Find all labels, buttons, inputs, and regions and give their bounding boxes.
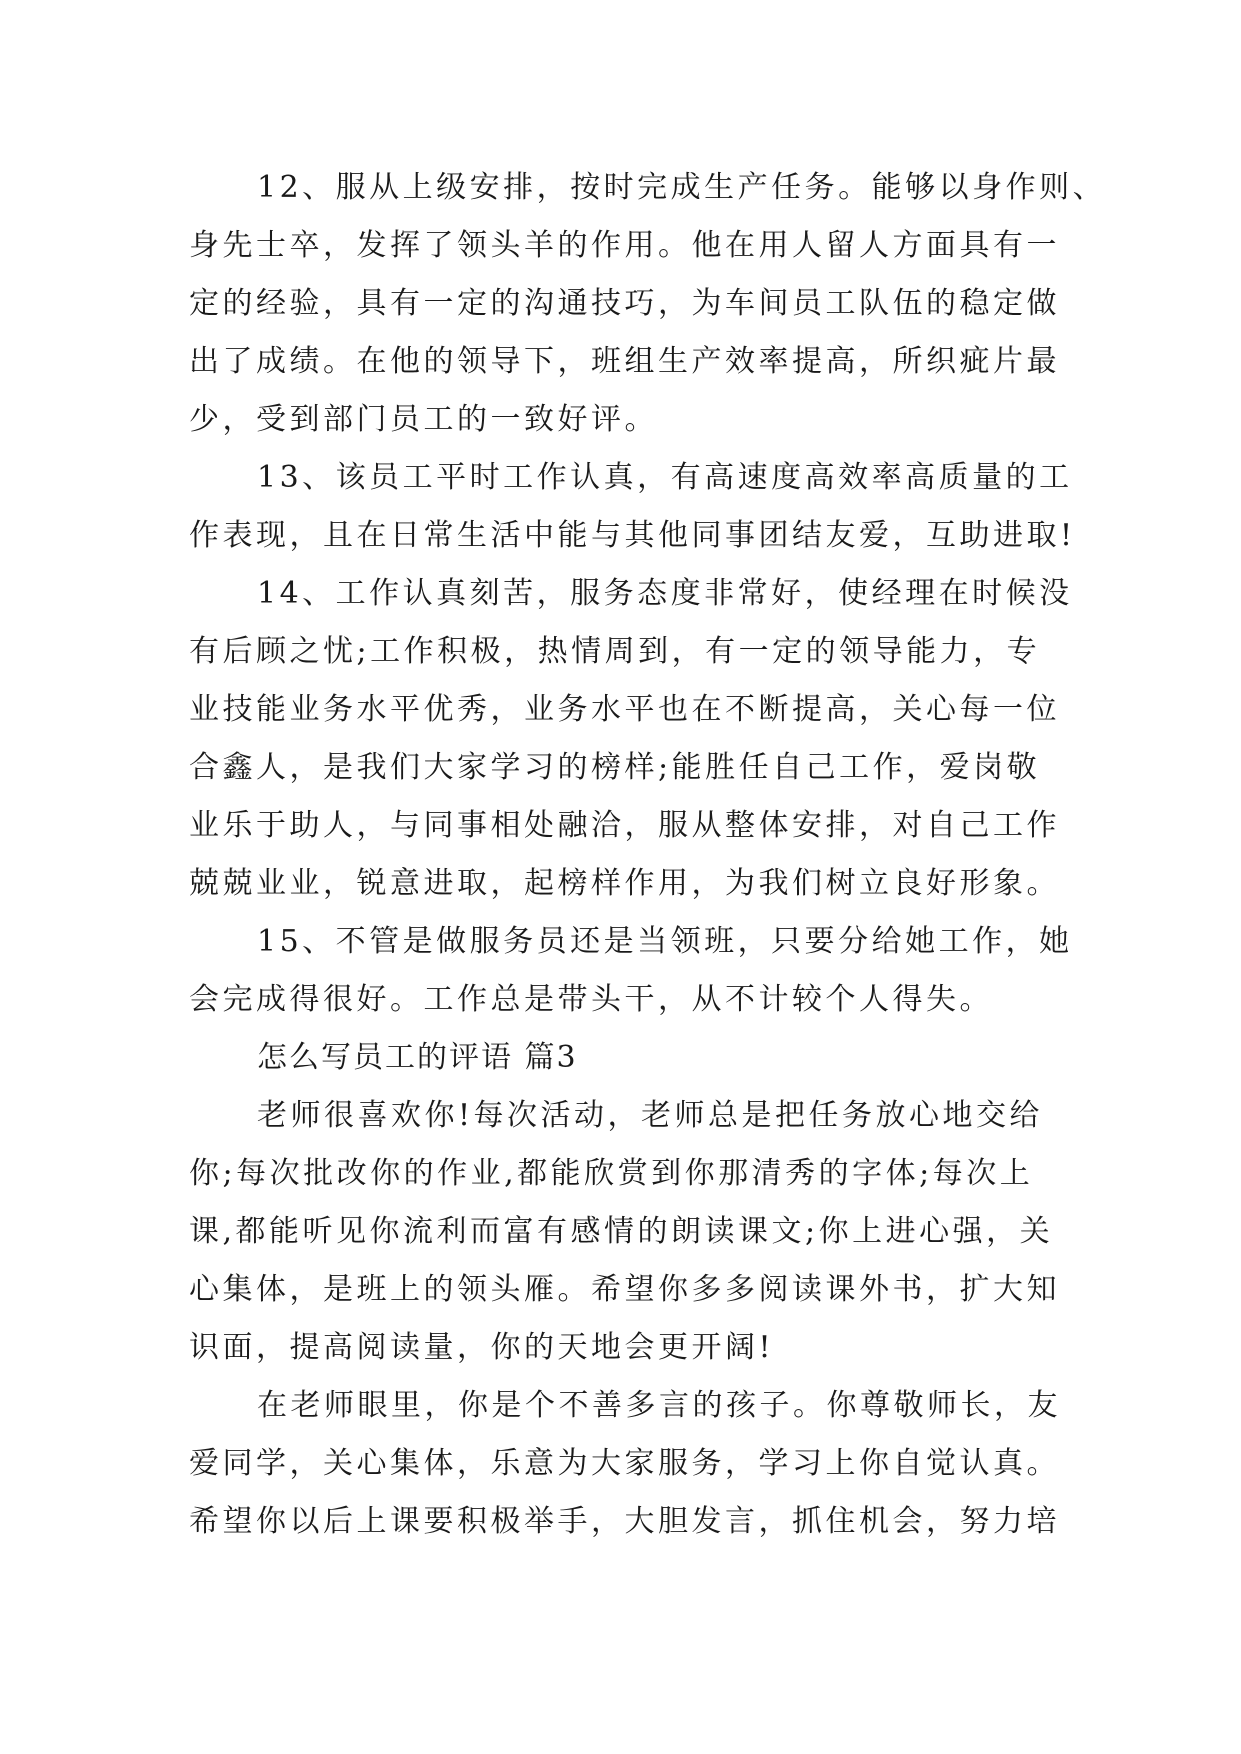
paragraph-12-line-3: 定的经验，具有一定的沟通技巧，为车间员工队伍的稳定做 (189, 286, 1060, 321)
comment-1-line-2: 你;每次批改你的作业,都能欣赏到你那清秀的字体;每次上 (189, 1156, 1034, 1191)
paragraph-14-line-1: 14、工作认真刻苦，服务态度非常好，使经理在时候没 (257, 576, 1073, 611)
comment-1-line-4: 心集体，是班上的领头雁。希望你多多阅读课外书，扩大知 (189, 1272, 1060, 1307)
paragraph-13-line-2: 作表现，且在日常生活中能与其他同事团结友爱，互助进取! (189, 518, 1076, 553)
paragraph-12-line-1: 12、服从上级安排，按时完成生产任务。能够以身作则、 (257, 170, 1107, 205)
paragraph-13-line-1: 13、该员工平时工作认真，有高速度高效率高质量的工 (257, 460, 1073, 495)
paragraph-14-line-4: 合鑫人，是我们大家学习的榜样;能胜任自己工作，爱岗敬 (189, 750, 1041, 785)
paragraph-14-line-3: 业技能业务水平优秀，业务水平也在不断提高，关心每一位 (189, 692, 1060, 727)
comment-1-line-3: 课,都能听见你流利而富有感情的朗读课文;你上进心强，关 (189, 1214, 1054, 1249)
paragraph-14-line-6: 兢兢业业，锐意进取，起榜样作用，为我们树立良好形象。 (189, 866, 1060, 901)
comment-2-line-2: 爱同学，关心集体，乐意为大家服务，学习上你自觉认真。 (189, 1446, 1060, 1481)
paragraph-14-line-2: 有后顾之忧;工作积极，热情周到，有一定的领导能力，专 (189, 634, 1041, 669)
section-heading: 怎么写员工的评语 篇3 (257, 1040, 578, 1075)
paragraph-12-line-5: 少，受到部门员工的一致好评。 (189, 402, 658, 437)
paragraph-15-line-1: 15、不管是做服务员还是当领班，只要分给她工作，她 (257, 924, 1073, 959)
comment-1-line-5: 识面，提高阅读量，你的天地会更开阔! (189, 1330, 775, 1365)
paragraph-15-line-2: 会完成得很好。工作总是带头干，从不计较个人得失。 (189, 982, 993, 1017)
comment-2-line-3: 希望你以后上课要积极举手，大胆发言，抓住机会，努力培 (189, 1504, 1060, 1539)
paragraph-14-line-5: 业乐于助人，与同事相处融洽，服从整体安排，对自己工作 (189, 808, 1060, 843)
paragraph-12-line-4: 出了成绩。在他的领导下，班组生产效率提高，所织疵片最 (189, 344, 1060, 379)
comment-1-line-1: 老师很喜欢你!每次活动，老师总是把任务放心地交给 (257, 1098, 1044, 1133)
paragraph-12-line-2: 身先士卒，发挥了领头羊的作用。他在用人留人方面具有一 (189, 228, 1060, 263)
comment-2-line-1: 在老师眼里，你是个不善多言的孩子。你尊敬师长，友 (257, 1388, 1061, 1423)
